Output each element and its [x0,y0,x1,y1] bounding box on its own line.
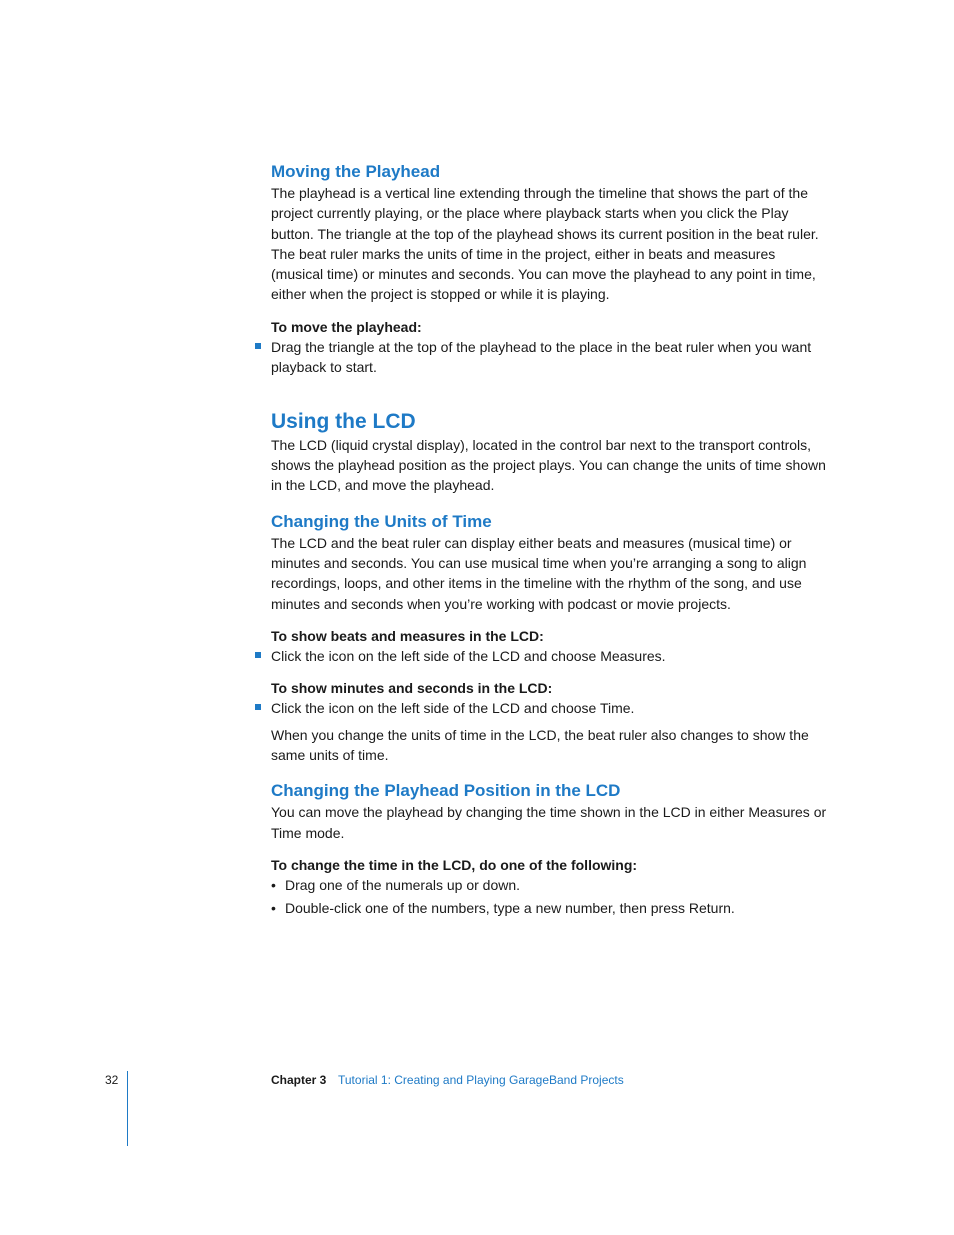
square-bullet-icon [255,704,261,710]
task-lead-move-playhead: To move the playhead: [271,318,422,335]
heading-moving-playhead: Moving the Playhead [271,162,441,181]
chapter-label: Chapter 3 [271,1073,327,1087]
footer-divider-line [127,1071,128,1146]
page-number: 32 [105,1073,119,1087]
list-item [271,898,831,918]
step-beats [271,646,831,667]
task-lead-change-time: To change the time in the LCD, do one of the following: [271,857,638,874]
heading-playhead-position: Changing the Playhead Position in the LCD [271,781,621,801]
page-content [271,161,831,918]
paragraph-units-note: When you change the units of time in the LCD, the beat ruler also changes to show the same units of time. [271,726,809,764]
step-move-playhead [271,337,831,378]
heading-units-of-time: Changing the Units of Time [271,511,492,531]
bullet-icon: • [271,900,276,917]
step-text: Drag the triangle at the top of the playhead to the place in the beat ruler when you want playback to start. [271,338,812,376]
paragraph-using-lcd: The LCD (liquid crystal display), located in the control bar next to the transport controls, shows the playhead position as the project plays. You can change the units of time shown in the LCD, and move the playhead. [271,436,826,494]
paragraph-playhead-position: You can move the playhead by changing the time shown in the LCD in either Measures or Time mode. [271,804,827,841]
list-item-text: Double-click one of the numbers, type a new number, then press Return. [285,900,735,917]
chapter-title: Tutorial 1: Creating and Playing GarageBand Projects [338,1073,624,1087]
step-time [271,698,831,719]
step-text: Click the icon on the left side of the LCD and choose Measures. [271,647,666,664]
bullet-icon: • [271,877,276,894]
step-text: Click the icon on the left side of the LCD and choose Time. [271,700,635,717]
list-item [271,875,831,895]
list-item-text: Drag one of the numerals up or down. [285,877,521,894]
square-bullet-icon [255,652,261,658]
task-lead-beats: To show beats and measures in the LCD: [271,627,544,644]
heading-using-lcd: Using the LCD [271,409,416,433]
paragraph-units-of-time: The LCD and the beat ruler can display either beats and measures (musical time) or minutes and seconds. You can use musical time when you’re arranging a song to align recordings, loops, and other items in the timeline with the rhythm of the song, and use minutes and seconds when you’re working with podcast or movie projects. [271,534,807,612]
square-bullet-icon [255,343,261,349]
task-lead-time: To show minutes and seconds in the LCD: [271,680,553,697]
paragraph-moving-playhead: The playhead is a vertical line extending through the timeline that shows the part of the project currently playing, or the place where playback starts when you click the Play button. The triangle at the top of the playhead shows its current position in the beat ruler. The beat ruler marks the units of time in the project, either in beats and measures (musical time) or minutes and seconds. You can move the playhead to any point in time, either when the project is stopped or while it is playing. [271,185,819,303]
